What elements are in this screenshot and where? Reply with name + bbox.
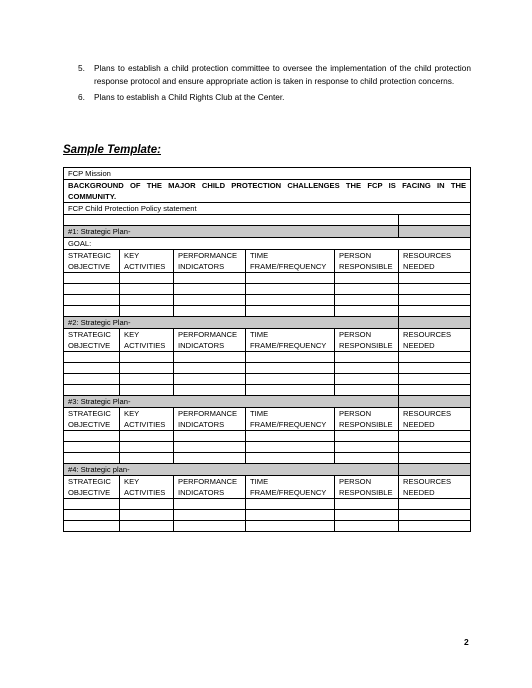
blank-cell: [399, 363, 471, 374]
column-header-line2: ACTIVITIES: [124, 341, 166, 350]
table-row: [64, 352, 471, 363]
blank-cell: [399, 510, 471, 521]
blank-cell: [64, 374, 120, 385]
column-header: [399, 408, 471, 431]
blank-cell: [246, 510, 335, 521]
column-header-line2: INDICATORS: [178, 262, 225, 271]
blank-cell: [399, 215, 471, 226]
blank-cell: [174, 284, 246, 295]
column-header: [246, 476, 335, 499]
column-header-line1: PERFORMANCE: [178, 251, 238, 260]
blank-cell: [174, 431, 246, 442]
blank-cell: [399, 352, 471, 363]
blank-cell: [399, 431, 471, 442]
column-header-line2: NEEDED: [403, 488, 435, 497]
blank-cell: [335, 431, 399, 442]
blank-cell: [399, 295, 471, 306]
blank-cell: [64, 442, 120, 453]
blank-cell: [246, 273, 335, 284]
column-header-line2: FRAME/FREQUENCY: [250, 341, 327, 350]
column-header-line2: OBJECTIVE: [68, 341, 111, 350]
blank-cell: [64, 521, 120, 532]
column-header-line1: RESOURCES: [403, 477, 452, 486]
blank-cell: [120, 499, 174, 510]
column-header: [174, 329, 246, 352]
table-row: [64, 374, 471, 385]
blank-cell: [64, 510, 120, 521]
blank-cell: [64, 273, 120, 284]
blank-cell: [335, 363, 399, 374]
blank-cell: [335, 385, 399, 396]
plan-title: #4: Strategic plan-: [64, 464, 399, 476]
column-header: [174, 250, 246, 273]
blank-cell: [399, 499, 471, 510]
blank-cell: [246, 521, 335, 532]
blank-cell: [120, 352, 174, 363]
column-header-line2: OBJECTIVE: [68, 262, 111, 271]
blank-cell: [246, 431, 335, 442]
blank-cell: [174, 306, 246, 317]
column-header-row: [64, 408, 471, 431]
blank-cell: [174, 363, 246, 374]
column-header: [399, 476, 471, 499]
blank-cell: [399, 273, 471, 284]
blank-cell: [174, 453, 246, 464]
blank-cell: [174, 510, 246, 521]
column-header-line1: TIME: [250, 409, 269, 418]
list-number: 5.: [78, 63, 85, 73]
blank-cell: [64, 453, 120, 464]
plan-title: #2: Strategic Plan-: [64, 317, 399, 329]
blank-cell: [246, 306, 335, 317]
table-row: [64, 431, 471, 442]
column-header: [335, 250, 399, 273]
column-header: [64, 408, 120, 431]
blank-cell: [120, 431, 174, 442]
background-row: BACKGROUND OF THE MAJOR CHILD PROTECTION CHALLENGES THE FCP IS FACING IN THE COMMUNITY.: [64, 180, 471, 203]
column-header: [120, 250, 174, 273]
blank-cell: [335, 374, 399, 385]
column-header-line1: RESOURCES: [403, 330, 452, 339]
column-header-line2: OBJECTIVE: [68, 420, 111, 429]
goal-label: GOAL:: [64, 238, 471, 250]
blank-cell: [335, 499, 399, 510]
column-header-line1: STRATEGIC: [68, 330, 111, 339]
blank-cell: [399, 385, 471, 396]
column-header: [246, 408, 335, 431]
table-row: [64, 215, 471, 226]
blank-cell: [335, 352, 399, 363]
column-header-line2: INDICATORS: [178, 488, 225, 497]
blank-cell: [335, 521, 399, 532]
blank-cell: [120, 363, 174, 374]
blank-cell: [335, 295, 399, 306]
blank-cell: [399, 374, 471, 385]
column-header: [120, 408, 174, 431]
blank-cell: [335, 284, 399, 295]
blank-cell: [174, 442, 246, 453]
blank-cell: [174, 273, 246, 284]
blank-cell: [399, 306, 471, 317]
blank-cell: [399, 442, 471, 453]
section-heading: Sample Template:: [63, 144, 161, 156]
column-header-line1: KEY: [124, 251, 140, 260]
column-header-line2: FRAME/FREQUENCY: [250, 420, 327, 429]
column-header: [246, 329, 335, 352]
page-number: 2: [464, 637, 469, 647]
column-header-line2: OBJECTIVE: [68, 488, 111, 497]
column-header-line2: FRAME/FREQUENCY: [250, 488, 327, 497]
column-header-line1: PERSON: [339, 477, 372, 486]
blank-cell: [399, 521, 471, 532]
blank-cell: [120, 510, 174, 521]
column-header-line1: KEY: [124, 409, 140, 418]
column-header-line2: ACTIVITIES: [124, 262, 166, 271]
plan-title-row: [64, 464, 471, 476]
blank-cell: [64, 215, 399, 226]
blank-cell: [120, 521, 174, 532]
mission-row: FCP Mission: [64, 168, 471, 180]
blank-cell: [120, 306, 174, 317]
blank-cell: [246, 352, 335, 363]
column-header-line2: NEEDED: [403, 420, 435, 429]
column-header-line2: RESPONSIBLE: [339, 488, 393, 497]
column-header-line1: PERSON: [339, 251, 372, 260]
blank-cell: [246, 363, 335, 374]
blank-cell: [174, 521, 246, 532]
blank-cell: [64, 499, 120, 510]
list-item: [78, 62, 471, 88]
plan-title-row: [64, 396, 471, 408]
column-header-line1: KEY: [124, 330, 140, 339]
column-header-line2: RESPONSIBLE: [339, 262, 393, 271]
table-row: [64, 363, 471, 374]
column-header-line1: PERSON: [339, 330, 372, 339]
blank-cell: [64, 431, 120, 442]
blank-cell: [246, 442, 335, 453]
blank-cell: [174, 385, 246, 396]
blank-cell: [64, 385, 120, 396]
column-header: [335, 408, 399, 431]
column-header-line1: RESOURCES: [403, 409, 452, 418]
blank-cell: [246, 295, 335, 306]
blank-cell: [246, 385, 335, 396]
table-row: [64, 510, 471, 521]
list-number: 6.: [78, 92, 85, 102]
list-item: [78, 91, 471, 104]
plan-title-side-cell: [399, 317, 471, 329]
plan-title-row: [64, 317, 471, 329]
column-header: [120, 329, 174, 352]
blank-cell: [120, 374, 174, 385]
plan-title-side-cell: [399, 396, 471, 408]
blank-cell: [246, 374, 335, 385]
table-row: [64, 273, 471, 284]
blank-cell: [120, 453, 174, 464]
column-header: [335, 476, 399, 499]
plan-title: #3: Strategic Plan-: [64, 396, 399, 408]
column-header-row: [64, 250, 471, 273]
blank-cell: [174, 352, 246, 363]
column-header-line1: KEY: [124, 477, 140, 486]
column-header-row: [64, 476, 471, 499]
column-header-line2: NEEDED: [403, 262, 435, 271]
list-text: Plans to establish a child protection committee to oversee the implementation of the child protection response protocol and ensure appropriate action is taken in response to child protection concerns.: [94, 63, 471, 86]
blank-cell: [120, 385, 174, 396]
column-header: [174, 408, 246, 431]
column-header: [64, 476, 120, 499]
policy-row: FCP Child Protection Policy statement: [64, 203, 471, 215]
plan-title-row: [64, 226, 471, 238]
column-header: [246, 250, 335, 273]
column-header: [120, 476, 174, 499]
column-header-line1: STRATEGIC: [68, 409, 111, 418]
column-header-line1: PERFORMANCE: [178, 409, 238, 418]
column-header-row: [64, 329, 471, 352]
table-row: [64, 442, 471, 453]
blank-cell: [399, 453, 471, 464]
column-header-line1: PERSON: [339, 409, 372, 418]
column-header: [335, 329, 399, 352]
strategic-plan-template-table: [63, 167, 471, 532]
list-text: Plans to establish a Child Rights Club at the Center.: [94, 92, 285, 102]
column-header-line2: RESPONSIBLE: [339, 341, 393, 350]
table-row: [64, 306, 471, 317]
plan-title: #1: Strategic Plan-: [64, 226, 399, 238]
column-header-line2: INDICATORS: [178, 341, 225, 350]
column-header: [64, 329, 120, 352]
table-row: [64, 521, 471, 532]
column-header-line2: ACTIVITIES: [124, 420, 166, 429]
blank-cell: [246, 499, 335, 510]
blank-cell: [64, 352, 120, 363]
column-header: [399, 250, 471, 273]
column-header-line2: FRAME/FREQUENCY: [250, 262, 327, 271]
table-row: [64, 284, 471, 295]
blank-cell: [64, 295, 120, 306]
blank-cell: [335, 306, 399, 317]
blank-cell: [174, 374, 246, 385]
column-header-line1: TIME: [250, 477, 269, 486]
blank-cell: [64, 306, 120, 317]
blank-cell: [246, 453, 335, 464]
column-header: [399, 329, 471, 352]
blank-cell: [64, 284, 120, 295]
blank-cell: [246, 284, 335, 295]
column-header-line2: INDICATORS: [178, 420, 225, 429]
column-header-line1: STRATEGIC: [68, 477, 111, 486]
blank-cell: [120, 284, 174, 295]
blank-cell: [399, 284, 471, 295]
table-row: [64, 499, 471, 510]
table-row: [64, 453, 471, 464]
blank-cell: [120, 295, 174, 306]
plan-title-side-cell: [399, 464, 471, 476]
column-header-line2: NEEDED: [403, 341, 435, 350]
blank-cell: [64, 363, 120, 374]
column-header-line1: TIME: [250, 251, 269, 260]
blank-cell: [335, 273, 399, 284]
plan-title-side-cell: [399, 226, 471, 238]
column-header: [64, 250, 120, 273]
blank-cell: [174, 499, 246, 510]
table-row: [64, 385, 471, 396]
column-header-line2: ACTIVITIES: [124, 488, 166, 497]
blank-cell: [174, 295, 246, 306]
blank-cell: [335, 453, 399, 464]
blank-cell: [335, 510, 399, 521]
column-header-line1: RESOURCES: [403, 251, 452, 260]
blank-cell: [120, 442, 174, 453]
column-header-line1: TIME: [250, 330, 269, 339]
column-header-line1: PERFORMANCE: [178, 330, 238, 339]
column-header-line1: STRATEGIC: [68, 251, 111, 260]
column-header-line2: RESPONSIBLE: [339, 420, 393, 429]
blank-cell: [120, 273, 174, 284]
table-row: [64, 295, 471, 306]
column-header-line1: PERFORMANCE: [178, 477, 238, 486]
numbered-list: [78, 62, 471, 104]
column-header: [174, 476, 246, 499]
blank-cell: [335, 442, 399, 453]
goal-row: [64, 238, 471, 250]
